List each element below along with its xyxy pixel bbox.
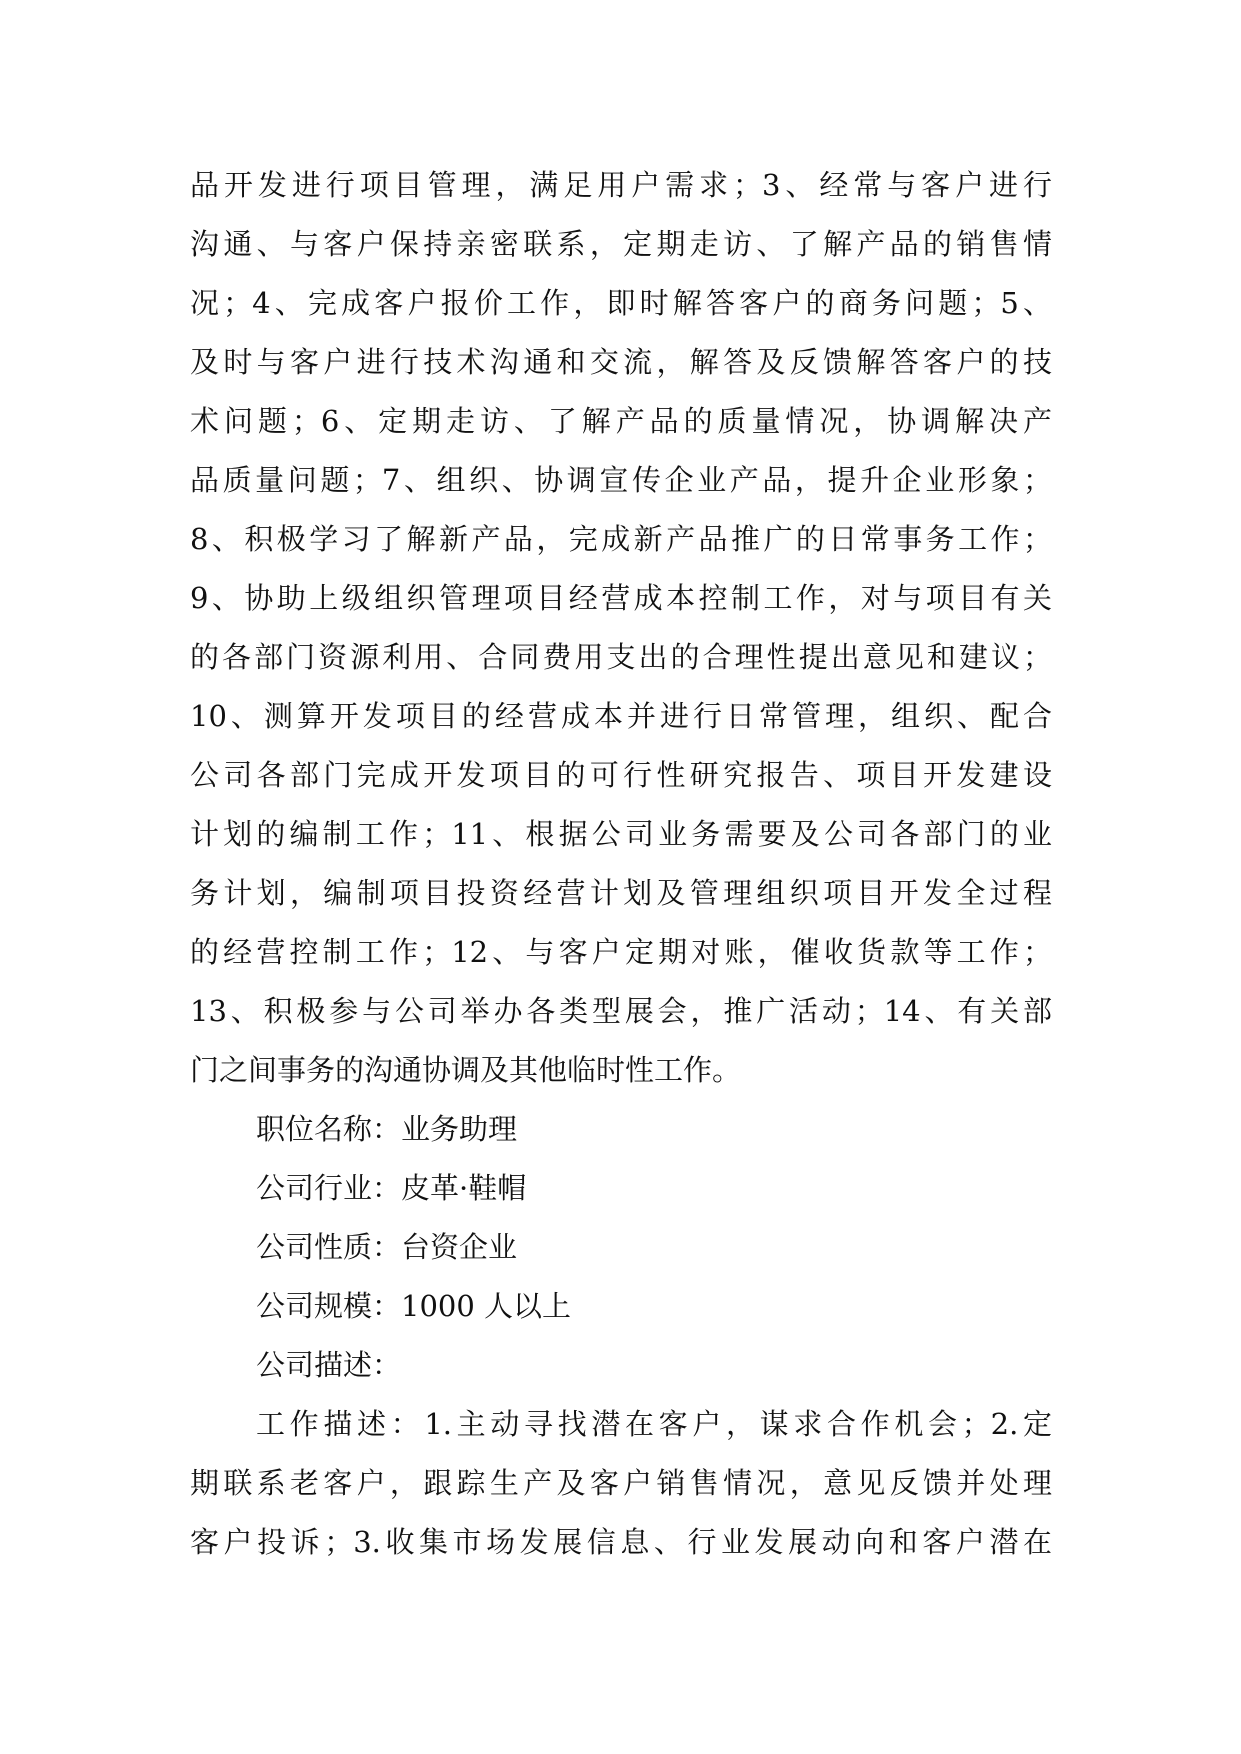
company-industry: 公司行业：皮革·鞋帽 <box>256 1171 527 1205</box>
paragraph-line: 及时与客户进行技术沟通和交流，解答及反馈解答客户的技 <box>190 345 1052 379</box>
paragraph-line: 沟通、与客户保持亲密联系，定期走访、了解产品的销售情 <box>190 227 1052 261</box>
paragraph-line: 门之间事务的沟通协调及其他临时性工作。 <box>190 1053 742 1087</box>
paragraph-line: 品开发进行项目管理，满足用户需求；3、经常与客户进行 <box>190 168 1052 202</box>
paragraph-line: 公司各部门完成开发项目的可行性研究报告、项目开发建设 <box>190 758 1052 792</box>
company-nature: 公司性质：台资企业 <box>256 1230 518 1264</box>
paragraph-line: 13、积极参与公司举办各类型展会，推广活动；14、有关部 <box>190 994 1052 1028</box>
document-body <box>190 156 1052 1572</box>
job-position: 职位名称：业务助理 <box>256 1112 518 1146</box>
paragraph-line: 况；4、完成客户报价工作，即时解答客户的商务问题；5、 <box>190 286 1052 320</box>
paragraph-line: 客户投诉；3.收集市场发展信息、行业发展动向和客户潜在 <box>190 1525 1052 1559</box>
paragraph-line: 期联系老客户，跟踪生产及客户销售情况，意见反馈并处理 <box>190 1466 1052 1500</box>
paragraph-line: 计划的编制工作；11、根据公司业务需要及公司各部门的业 <box>190 817 1052 851</box>
company-scale: 公司规模：1000 人以上 <box>256 1289 572 1323</box>
paragraph-line: 9、协助上级组织管理项目经营成本控制工作，对与项目有关 <box>190 581 1052 615</box>
paragraph-line: 务计划，编制项目投资经营计划及管理组织项目开发全过程 <box>190 876 1052 910</box>
continued-paragraph <box>190 156 1052 1100</box>
paragraph-line: 的经营控制工作；12、与客户定期对账，催收货款等工作； <box>190 935 1052 969</box>
paragraph-line: 术问题；6、定期走访、了解产品的质量情况，协调解决产 <box>190 404 1052 438</box>
paragraph-line: 10、测算开发项目的经营成本并进行日常管理，组织、配合 <box>190 699 1052 733</box>
company-description-label: 公司描述： <box>256 1348 402 1382</box>
work-description-paragraph <box>190 1395 1052 1572</box>
paragraph-line: 8、积极学习了解新产品，完成新产品推广的日常事务工作； <box>190 522 1052 556</box>
paragraph-line: 的各部门资源利用、合同费用支出的合理性提出意见和建议； <box>190 640 1052 674</box>
paragraph-line: 工作描述：1.主动寻找潜在客户，谋求合作机会；2.定 <box>256 1407 1052 1441</box>
paragraph-line: 品质量问题；7、组织、协调宣传企业产品，提升企业形象； <box>190 463 1052 497</box>
job-info-section <box>190 1100 1052 1395</box>
